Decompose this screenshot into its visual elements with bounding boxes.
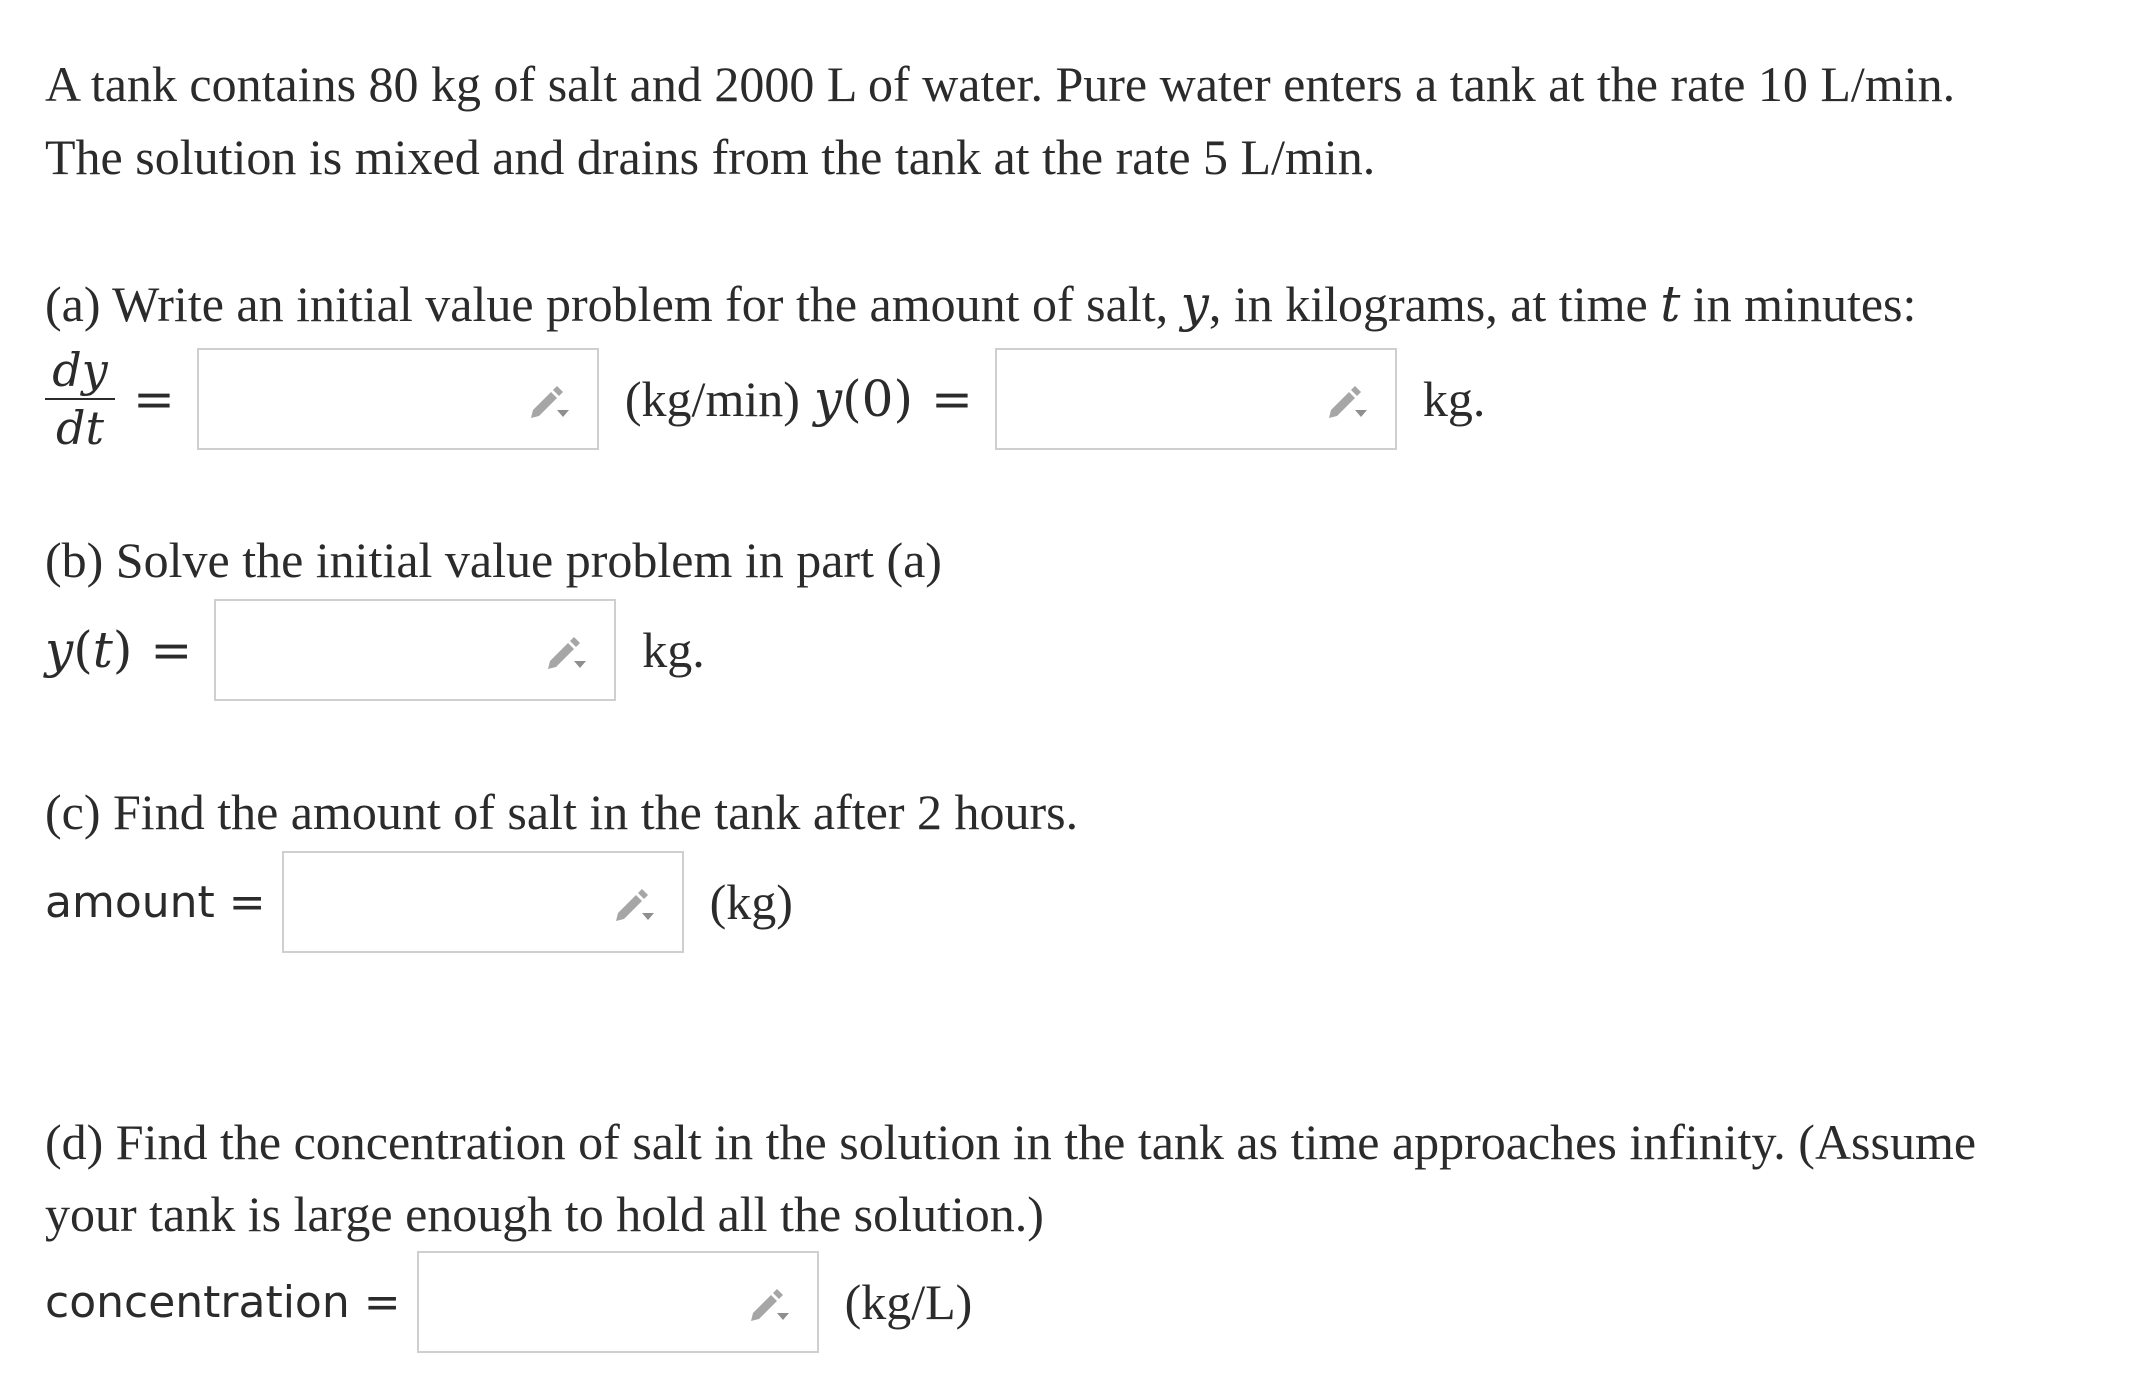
var-y: y [1180,275,1209,333]
part-b-prompt: (b) Solve the initial value problem in part (a) [45,532,942,588]
rate-unit-label: (kg/min) [624,371,800,427]
dy-dt-answer-box [197,348,599,450]
problem-line-2: The solution is mixed and drains from the tank at the rate 5 L/min. [45,129,1376,185]
equals-sign: = [930,370,973,428]
part-a-prompt-mid: , in kilograms, at time [1208,276,1661,332]
part-a-prompt-start: (a) Write an initial value problem for the amount of salt, [45,276,1181,332]
amount-label: amount = [45,876,266,928]
pencil-dropdown-icon[interactable] [747,1287,791,1323]
yt-open: ( [73,621,93,679]
initial-condition [814,370,913,428]
fraction-numerator: dy [52,343,108,397]
part-d-prompt-line-1: (d) Find the concentration of salt in the solution in the tank as time approaches infinity. (Assume [45,1114,1977,1170]
y0-arg: (0) [842,370,913,428]
y0-answer-box [995,348,1397,450]
part-b-answer-row [45,598,705,702]
problem-line-1: A tank contains 80 kg of salt and 2000 L of water. Pure water enters a tank at the rate 10 L/min. [45,56,1956,112]
yt-close: ) [112,621,133,679]
part-a-answer-row [45,344,1485,454]
var-t: t [1660,275,1681,333]
concentration-label: concentration = [45,1276,401,1328]
part-d-answer-row [45,1250,972,1354]
concentration-answer-box [417,1251,819,1353]
pencil-dropdown-icon[interactable] [612,887,656,923]
equals-sign: = [133,370,175,428]
part-d-prompt-line-2: your tank is large enough to hold all the solution.) [45,1186,1044,1242]
fraction-denominator: dt [56,401,104,455]
kg-unit-label: (kg) [709,874,793,930]
part-a-prompt [45,268,1916,340]
kg-per-liter-unit-label: (kg/L) [844,1274,973,1330]
dy-dt-fraction [45,342,115,456]
kg-unit-label: kg. [1422,371,1486,427]
part-a-prompt-end: in minutes: [1680,276,1917,332]
pencil-dropdown-icon[interactable] [527,384,571,420]
equals-sign: = [150,621,193,679]
pencil-dropdown-icon[interactable] [1325,384,1369,420]
part-c-prompt: (c) Find the amount of salt in the tank after 2 hours. [45,784,1079,840]
yt-y: y [45,621,74,679]
y0-y: y [813,370,843,428]
amount-answer-box [282,851,684,953]
y-of-t [45,621,132,679]
pencil-dropdown-icon[interactable] [544,635,588,671]
yt-answer-box [214,599,616,701]
yt-t: t [92,621,113,679]
part-c-answer-row [45,850,793,954]
kg-unit-label: kg. [642,622,705,678]
